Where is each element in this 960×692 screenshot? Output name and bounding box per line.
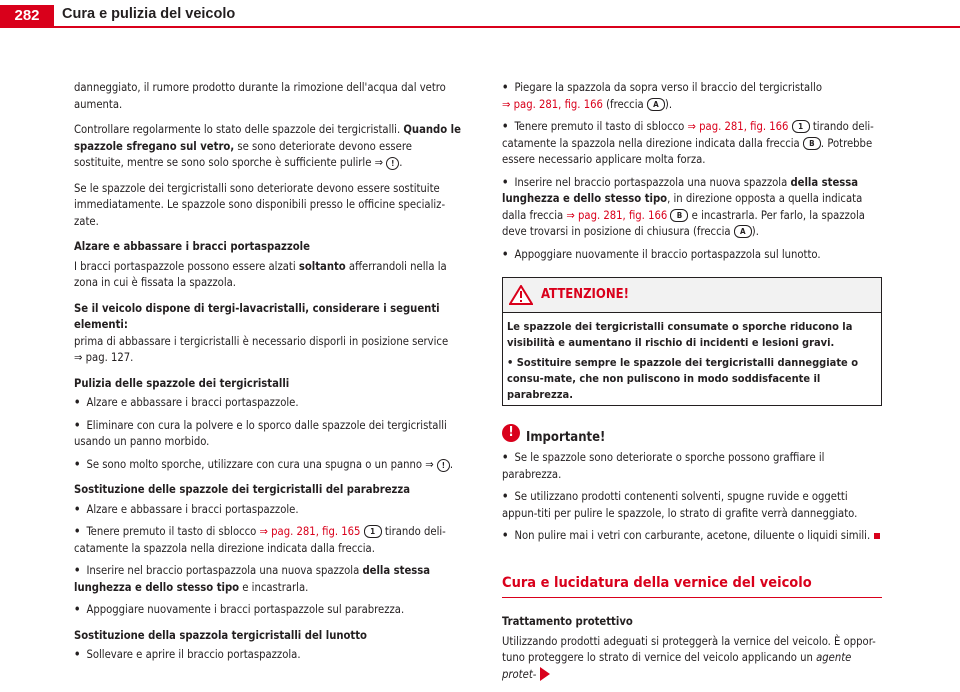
page-reference-link[interactable]: ⇒ pag. 281, fig. 166 — [687, 120, 789, 133]
header-rule — [0, 26, 960, 28]
page-header — [0, 0, 960, 28]
subheading: Alzare e abbassare i bracci portaspazzole — [74, 240, 310, 253]
warning-triangle-icon — [509, 285, 533, 305]
callout-1-icon: 1 — [364, 525, 382, 538]
arrow-b-icon: B — [670, 209, 688, 222]
subheading: Sostituzione delle spazzole dei tergicristalli del parabrezza — [74, 483, 411, 496]
warning-title: ATTENZIONE! — [541, 287, 629, 302]
caution-icon: ! — [386, 157, 399, 170]
warning-header — [503, 278, 881, 313]
list-item: • Alzare e abbassare i bracci portaspazzole. — [74, 502, 299, 516]
chapter-title: Cura e pulizia del veicolo — [62, 6, 236, 22]
arrow-a-icon: A — [734, 225, 752, 238]
list-item: • Tenere premuto il tasto di sblocco ⇒ pag. 281, fig. 165 1 tirando deli-catamente la spazzola nella direzione indicata dalla freccia. — [74, 525, 446, 555]
page-reference-link[interactable]: ⇒ pag. 281, fig. 166 — [566, 208, 668, 222]
list-item: • Appoggiare nuovamente i bracci portaspazzole sul parabrezza. — [74, 603, 405, 616]
page-reference-link[interactable]: ⇒ pag. 281, fig. 165 — [259, 525, 361, 538]
list-item: • Piegare la spazzola da sopra verso il braccio del tergicristallo ⇒ pag. 281, fig. 166 (freccia A ). — [502, 81, 822, 111]
important-title: Importante! — [526, 430, 606, 445]
left-column — [74, 80, 464, 670]
subheading: Sostituzione della spazzola tergicristalli del lunotto — [74, 628, 367, 642]
end-marker-icon — [874, 533, 880, 539]
paragraph: Utilizzando prodotti adeguati si proteggerà la vernice del veicolo. È oppor-tuno proteggere lo strato di vernice del veicolo applicando un agente protet- — [502, 634, 876, 681]
arrow-a-icon: A — [647, 98, 665, 111]
right-column — [502, 80, 882, 692]
list-item: • Alzare e abbassare i bracci portaspazzole. — [74, 396, 299, 409]
warning-box — [502, 277, 882, 406]
list-item: • Tenere premuto il tasto di sblocco ⇒ pag. 281, fig. 166 1 tirando deli-catamente la spazzola nella direzione indicata dalla freccia B . Potrebbe essere necessario applicare molta forza. — [502, 120, 874, 166]
section-title: Cura e lucidatura della vernice del veicolo — [502, 575, 882, 599]
list-item: • Inserire nel braccio portaspazzola una nuova spazzola della stessa lunghezza e dello stesso tipo, in direzione opposta a quella indicata dalla freccia ⇒ pag. 281, fig. 166 B e incastrarla. Per farlo, la spazzola deve trovarsi in posizione di chiusura (freccia A ). — [502, 175, 865, 238]
subheading: Trattamento protettivo — [502, 615, 633, 628]
list-item: • Appoggiare nuovamente il braccio portaspazzola sul lunotto. — [502, 247, 821, 261]
continue-arrow-icon — [540, 667, 550, 681]
important-header — [502, 424, 882, 450]
warning-body: Le spazzole dei tergicristalli consumate o sporche riducono la visibilità e aumentano il rischio di incidenti e lesioni gravi. • Sostituire sempre le spazzole dei tergicristalli danneggiate o consu-mate, che non puliscono in modo soddisfacente il parabrezza. — [507, 320, 859, 401]
page-number: 282 — [0, 5, 54, 26]
paragraph: Se le spazzole dei tergicristalli sono deteriorate devono essere sostituite immediatamente. Le spazzole sono disponibili presso le officine specializ-zate. — [74, 181, 446, 228]
paragraph: Controllare regolarmente lo stato delle spazzole dei tergicristalli. Quando le spazzole sfregano sul vetro, se sono deteriorate devono essere sostituite, mentre se sono solo sporche è sufficiente pulirle ⇒ ! . — [74, 123, 461, 169]
list-item: • Se le spazzole sono deteriorate o sporche possono graffiare il parabrezza. — [502, 451, 825, 481]
list-item: • Inserire nel braccio portaspazzola una nuova spazzola della stessa lunghezza e dello stesso tipo e incastrarla. — [74, 564, 431, 594]
important-icon: ! — [502, 424, 520, 442]
list-item: • Eliminare con cura la polvere e lo sporco dalle spazzole dei tergicristalli usando un panno morbido. — [74, 418, 447, 448]
caution-icon: ! — [437, 459, 450, 472]
arrow-b-icon: B — [803, 137, 821, 150]
paragraph: I bracci portaspazzole possono essere alzati soltanto afferrandoli nella la zona in cui è fissata la spazzola. — [74, 259, 447, 289]
subheading: Pulizia delle spazzole dei tergicristalli — [74, 376, 290, 390]
paragraph: danneggiato, il rumore prodotto durante la rimozione dell'acqua dal vetro aumenta. — [74, 81, 446, 111]
page-reference-link[interactable]: ⇒ pag. 281, fig. 166 — [502, 97, 603, 111]
list-item: • Non pulire mai i vetri con carburante, acetone, diluente o liquidi simili. — [502, 528, 882, 545]
callout-1-icon: 1 — [792, 120, 810, 133]
paragraph: Se il veicolo dispone di tergi-lavacristalli, considerare i seguenti elementi: prima di abbassare i tergicristalli è necessario disporli in posizione service ⇒ pag. 127. — [74, 301, 449, 364]
list-item: • Se utilizzano prodotti contenenti solventi, spugne ruvide e oggetti appun-titi per pulire le spazzole, lo strato di grafite verrà danneggiato. — [502, 490, 858, 520]
list-item: • Sollevare e aprire il braccio portaspazzola. — [74, 648, 301, 661]
list-item: • Se sono molto sporche, utilizzare con cura una spugna o un panno ⇒ ! . — [74, 457, 454, 471]
